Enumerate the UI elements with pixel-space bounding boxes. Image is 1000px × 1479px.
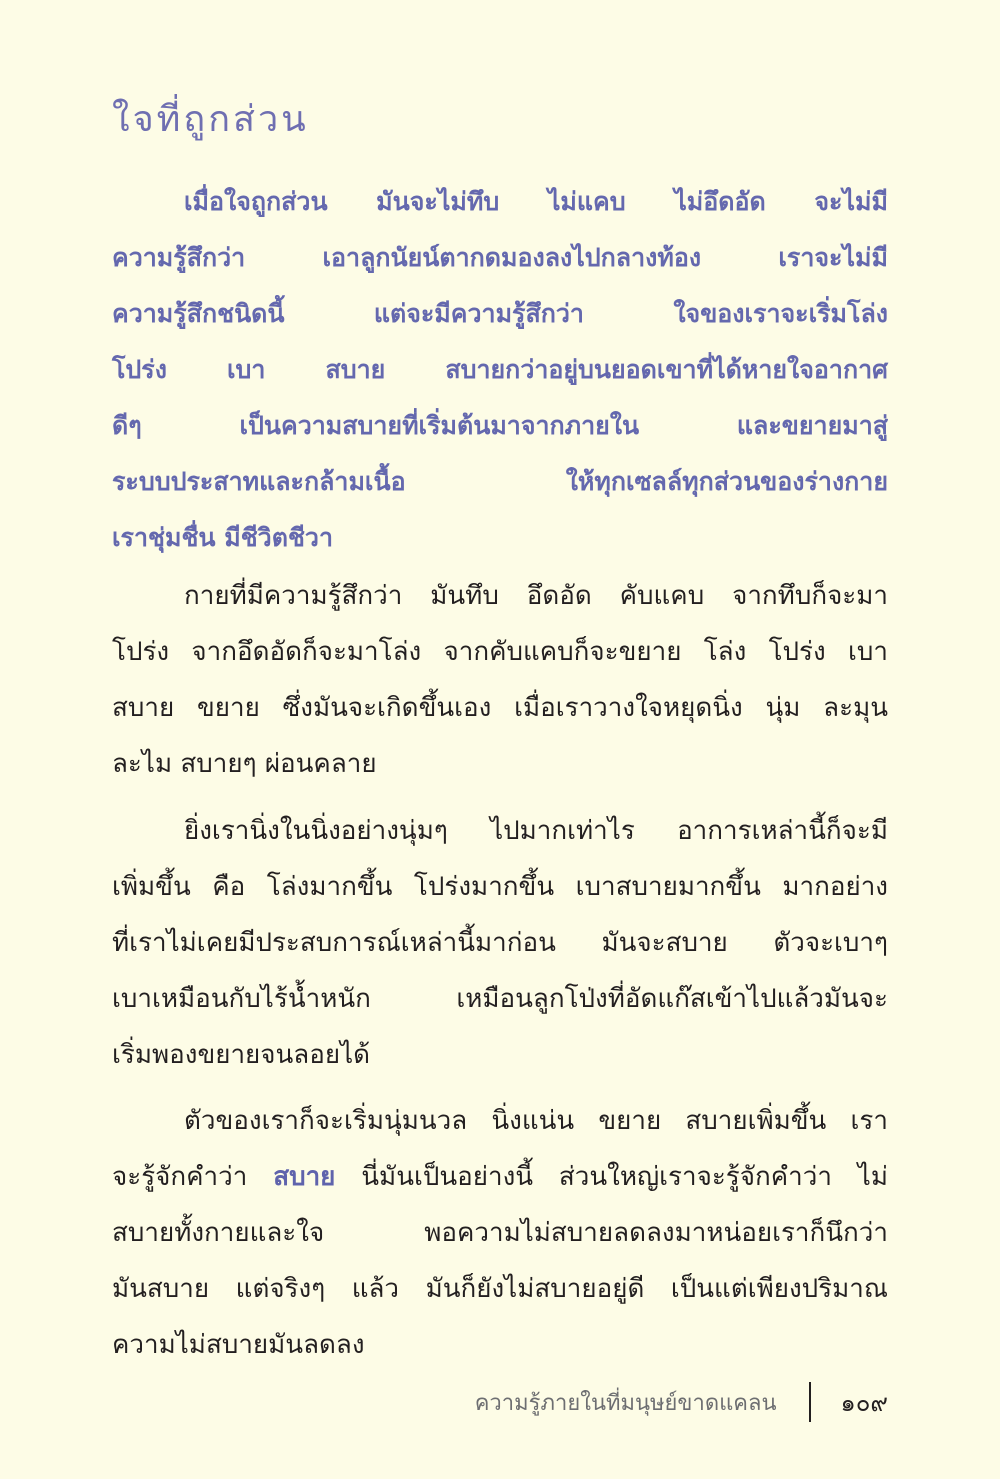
text-segment: จะรู้จักคำว่า: [112, 1162, 274, 1192]
text-line: ระบบประสาทและกล้ามเนื้อ ให้ทุกเซลล์ทุกส่วนของร่างกาย: [112, 467, 888, 496]
text-line: โปร่ง จากอึดอัดก็จะมาโล่ง จากคับแคบก็จะขยาย โล่ง โปร่ง เบา: [112, 637, 888, 667]
page-footer: [475, 1380, 888, 1424]
text-line: [112, 1149, 888, 1205]
text-segment: นี่มันเป็นอย่างนี้ ส่วนใหญ่เราจะรู้จักคำว่า ไม่: [335, 1162, 888, 1192]
text-line: ที่เราไม่เคยมีประสบการณ์เหล่านี้มาก่อน มันจะสบาย ตัวจะเบาๆ: [112, 928, 888, 958]
text-line: เริ่มพองขยายจนลอยได้: [112, 1040, 371, 1070]
text-line: ตัวของเราก็จะเริ่มนุ่มนวล นิ่งแน่น ขยาย สบายเพิ่มขึ้น เรา: [184, 1106, 888, 1136]
text-line: เมื่อใจถูกส่วน มันจะไม่ทึบ ไม่แคบ ไม่อึดอัด จะไม่มี: [184, 187, 888, 216]
body-paragraph-1: [112, 568, 888, 792]
text-line: ละไม สบายๆ ผ่อนคลาย: [112, 749, 377, 779]
text-line: ยิ่งเรานิ่งในนิ่งอย่างนุ่มๆ ไปมากเท่าไร อาการเหล่านี้ก็จะมี: [184, 816, 888, 846]
body-paragraph-2: [112, 803, 888, 1083]
text-line: มันสบาย แต่จริงๆ แล้ว มันก็ยังไม่สบายอยู่ดี เป็นแต่เพียงปริมาณ: [112, 1274, 888, 1304]
text-line: เบาเหมือนกับไร้น้ำหนัก เหมือนลูกโป่งที่อัดแก๊สเข้าไปแล้วมันจะ: [112, 984, 888, 1014]
intro-paragraph: [112, 174, 888, 566]
text-line: กายที่มีความรู้สึกว่า มันทึบ อึดอัด คับแคบ จากทึบก็จะมา: [184, 581, 888, 611]
text-line: ความไม่สบายมันลดลง: [112, 1330, 365, 1360]
text-line: เราชุ่มชื่น มีชีวิตชีวา: [112, 523, 333, 552]
text-line: สบายทั้งกายและใจ พอความไม่สบายลดลงมาหน่อยเราก็นึกว่า: [112, 1218, 888, 1248]
text-line: โปร่ง เบา สบาย สบายกว่าอยู่บนยอดเขาที่ได้หายใจอากาศ: [112, 355, 888, 384]
text-line: สบาย ขยาย ซึ่งมันจะเกิดขึ้นเอง เมื่อเราวางใจหยุดนิ่ง นุ่ม ละมุน: [112, 693, 888, 723]
body-paragraph-3: [112, 1093, 888, 1373]
chapter-heading: ใจที่ถูกส่วน: [112, 99, 309, 140]
text-line: ความรู้สึกชนิดนี้ แต่จะมีความรู้สึกว่า ใจของเราจะเริ่มโล่ง: [112, 299, 888, 328]
page-number: ๑๐๙: [840, 1388, 888, 1417]
text-line: ความรู้สึกว่า เอาลูกนัยน์ตากดมองลงไปกลางท้อง เราจะไม่มี: [112, 243, 888, 272]
running-title: ความรู้ภายในที่มนุษย์ขาดแคลน: [474, 1390, 777, 1416]
text-line: เพิ่มขึ้น คือ โล่งมากขึ้น โปร่งมากขึ้น เบาสบายมากขึ้น มากอย่าง: [112, 872, 888, 902]
text-line: ดีๆ เป็นความสบายที่เริ่มต้นมาจากภายใน และขยายมาสู่: [112, 411, 888, 440]
footer-divider: [809, 1382, 811, 1422]
emphasized-word: สบาย: [273, 1162, 336, 1192]
